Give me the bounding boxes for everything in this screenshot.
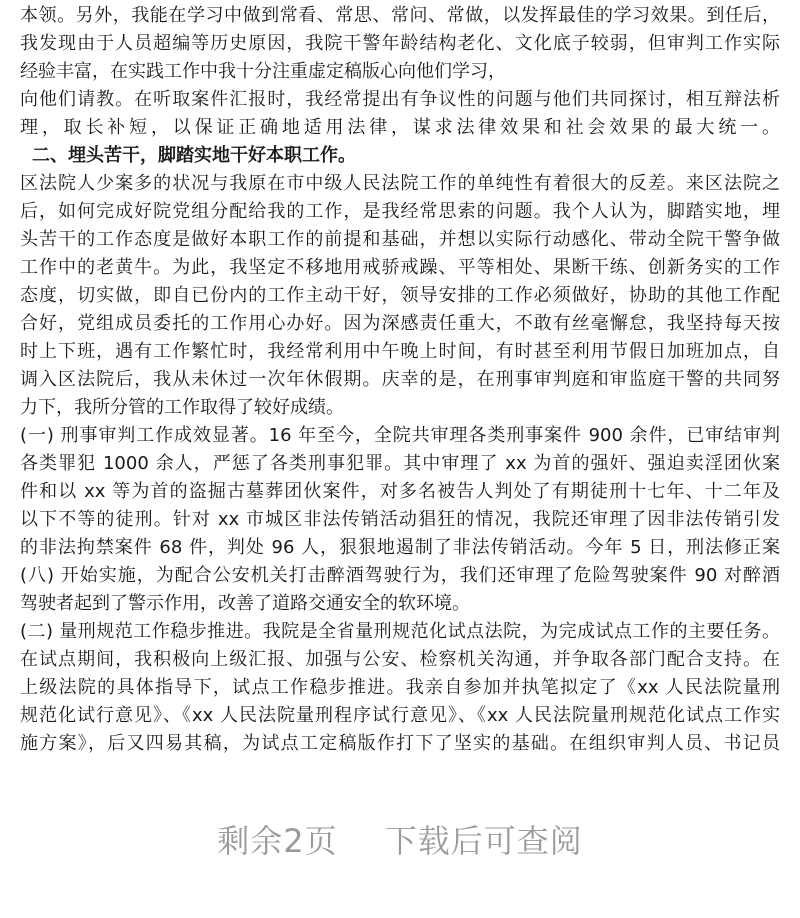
document-body (20, 2, 780, 758)
text-line: 件和以 xx 等为首的盗掘古墓葬团伙案件，对多名被告人判处了有期徒刑十七年、十二年及 (20, 481, 780, 502)
text-line: 上级法院的具体指导下，试点工作稳步推进。我亲自参加并执笔拟定了《xx 人民法院量刑 (20, 677, 780, 698)
text-line: 向他们请教。在听取案件汇报时，我经常提出有争议性的问题与他们共同探讨，相互辩法析 (20, 89, 780, 110)
text-line: 合好，党组成员委托的工作用心办好。因为深感责任重大，不敢有丝毫懈怠，我坚持每天按 (20, 313, 780, 334)
text-line: 态度，切实做，即自已份内的工作主动干好，领导安排的工作必须做好，协助的其他工作配 (20, 285, 780, 306)
remaining-pages-label: 剩余2页 (217, 822, 338, 860)
text-line: 力下，我所分管的工作取得了较好成绩。 (20, 397, 344, 418)
text-line: 理，取长补短，以保证正确地适用法律，谋求法律效果和社会效果的最大统一。 (20, 117, 780, 138)
remaining-pages-banner[interactable] (0, 816, 800, 862)
text-line: 区法院人少案多的状况与我原在市中级人民法院工作的单纯性有着很大的反差。来区法院之 (20, 173, 780, 194)
text-line: 工作中的老黄牛。为此，我坚定不移地用戒骄戒躁、平等相处、果断干练、创新务实的工作 (20, 257, 780, 278)
text-line: 后，如何完成好院党组分配给我的工作，是我经常思索的问题。我个人认为，脚踏实地，埋 (20, 201, 780, 222)
text-line: 本领。另外，我能在学习中做到常看、常思、常问、常做，以发挥最佳的学习效果。到任后， (20, 5, 780, 26)
text-line: 驾驶者起到了警示作用，改善了道路交通安全的软环境。 (20, 593, 470, 614)
text-line: 的非法拘禁案件 68 件，判处 96 人，狠狠地遏制了非法传销活动。今年 5 日，刑法修正案 (20, 537, 780, 558)
text-line: 经验丰富，在实践工作中我十分注重虚定稿版心向他们学习， (20, 61, 506, 82)
text-line: 施方案》，后又四易其稿，为试点工定稿版作打下了坚实的基础。在组织审判人员、书记员 (20, 733, 780, 754)
text-line: (一) 刑事审判工作成效显著。16 年至今，全院共审理各类刑事案件 900 余件，已审结审判 (20, 425, 780, 446)
text-line: 我发现由于人员超编等历史原因，我院干警年龄结构老化、文化底子较弱，但审判工作实际 (20, 33, 780, 54)
text-line: 在试点期间，我积极向上级汇报、加强与公安、检察机关沟通，并争取各部门配合支持。在 (20, 649, 780, 670)
download-hint-label: 下载后可查阅 (384, 822, 583, 860)
text-line: 各类罪犯 1000 余人，严惩了各类刑事犯罪。其中审理了 xx 为首的强奸、强迫卖淫团伙案 (20, 453, 780, 474)
text-line: 以下不等的徒刑。针对 xx 市城区非法传销活动猖狂的情况，我院还审理了因非法传销引发 (20, 509, 780, 530)
text-line: (二) 量刑规范工作稳步推进。我院是全省量刑规范化试点法院，为完成试点工作的主要任务。 (20, 621, 780, 642)
text-line: 调入区法院后，我从未休过一次年休假期。庆幸的是，在刑事审判庭和审监庭干警的共同努 (20, 369, 780, 390)
section-heading: 二、埋头苦干，脚踏实地干好本职工作。 (32, 145, 356, 166)
text-line: 时上下班，遇有工作繁忙时，我经常利用中午晚上时间，有时甚至利用节假日加班加点，自 (20, 341, 780, 362)
text-line: 头苦干的工作态度是做好本职工作的前提和基础，并想以实际行动感化、带动全院干警争做 (20, 229, 780, 250)
text-line: (八) 开始实施，为配合公安机关打击醉酒驾驶行为，我们还审理了危险驾驶案件 90 对醉酒 (20, 565, 780, 586)
text-line: 规范化试行意见》、《xx 人民法院量刑程序试行意见》、《xx 人民法院量刑规范化试点工作实 (20, 705, 780, 726)
